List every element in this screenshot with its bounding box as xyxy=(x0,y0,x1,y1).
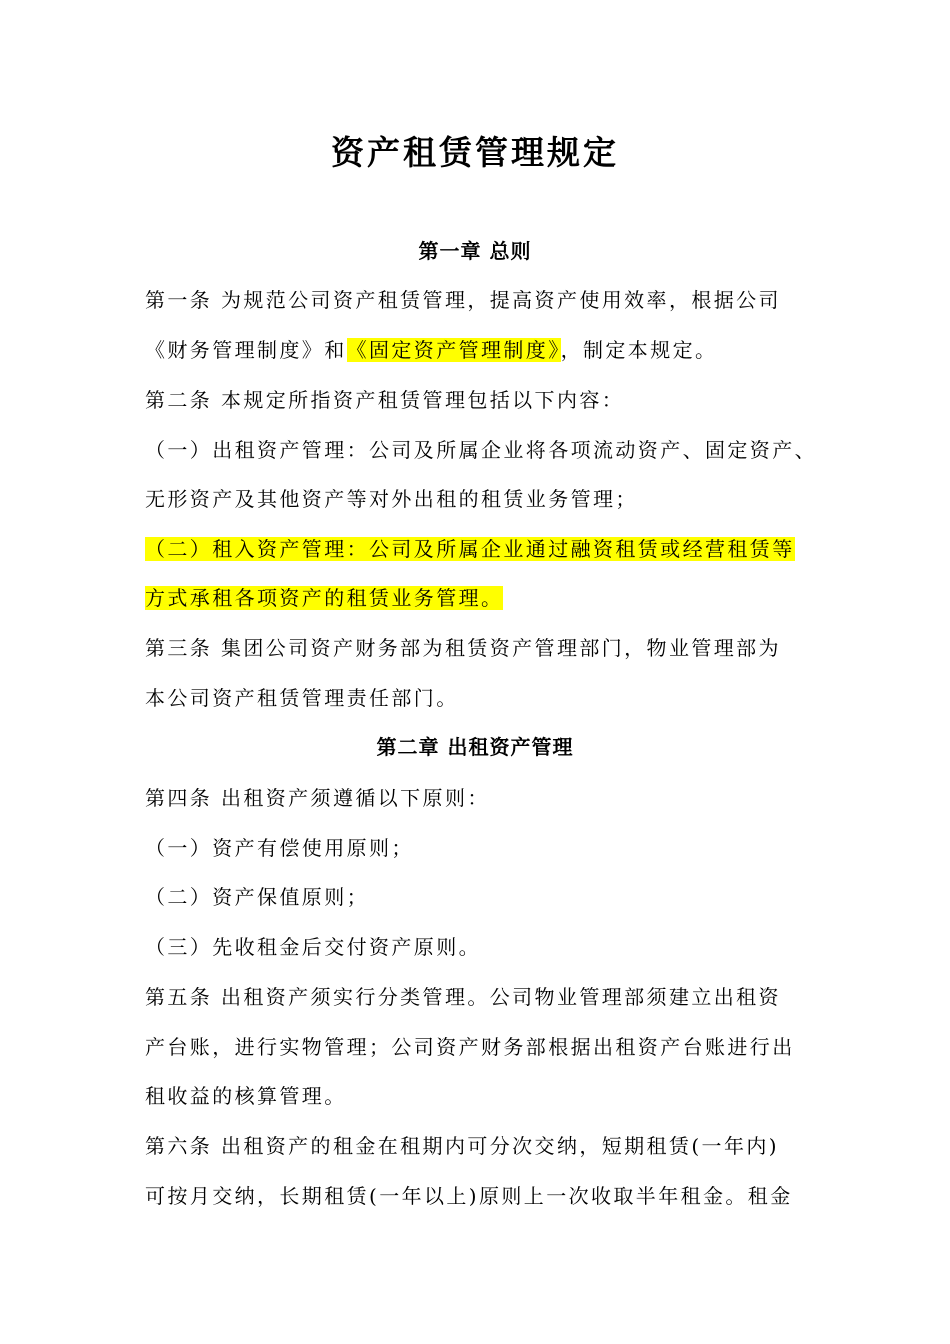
article-3-line-2: 本公司资产租赁管理责任部门。 xyxy=(145,686,459,710)
article-5-line-3: 租收益的核算管理。 xyxy=(145,1084,347,1108)
article-2-item-1-line-2: 无形资产及其他资产等对外出租的租赁业务管理； xyxy=(145,487,638,511)
highlighted-text: 方式承租各项资产的租赁业务管理。 xyxy=(145,586,504,610)
article-2-item-1-line-1: （一）出租资产管理：公司及所属企业将各项流动资产、固定资产、 xyxy=(145,438,817,462)
highlighted-reference: 《固定资产管理制度》 xyxy=(346,338,561,362)
article-4-line-1: 第四条 出租资产须遵循以下原则： xyxy=(145,786,490,810)
article-6-line-1: 第六条 出租资产的租金在租期内可分次交纳，短期租赁(一年内) xyxy=(145,1134,779,1158)
article-1-line-1: 第一条 为规范公司资产租赁管理，提高资产使用效率，根据公司 xyxy=(145,288,781,312)
article-4-item-3: （三）先收租金后交付资产原则。 xyxy=(145,935,481,959)
article-6-line-2: 可按月交纳，长期租赁(一年以上)原则上一次收取半年租金。租金 xyxy=(145,1184,793,1208)
article-1-tail: ，制定本规定。 xyxy=(560,338,718,362)
article-5-line-2: 产台账，进行实物管理；公司资产财务部根据出租资产台账进行出 xyxy=(145,1035,795,1059)
chapter-heading-1: 第一章 总则 xyxy=(418,239,532,263)
article-4-item-1: （一）资产有偿使用原则； xyxy=(145,836,414,860)
article-5-line-1: 第五条 出租资产须实行分类管理。公司物业管理部须建立出租资 xyxy=(145,985,781,1009)
highlighted-text: （二）租入资产管理：公司及所属企业通过融资租赁或经营租赁等 xyxy=(145,537,795,561)
article-1-ref-finance: 《财务管理制度》和 xyxy=(145,338,347,362)
article-2-item-2-line-1 xyxy=(145,534,825,564)
article-2-item-2-line-2 xyxy=(145,583,825,613)
chapter-heading-2: 第二章 出租资产管理 xyxy=(376,735,574,759)
article-2-line-1: 第二条 本规定所指资产租赁管理包括以下内容： xyxy=(145,388,625,412)
article-1-line-2 xyxy=(145,335,825,365)
page-title: 资产租赁管理规定 xyxy=(331,133,619,172)
article-3-line-1: 第三条 集团公司资产财务部为租赁资产管理部门，物业管理部为 xyxy=(145,636,781,660)
article-4-item-2: （二）资产保值原则； xyxy=(145,885,369,909)
